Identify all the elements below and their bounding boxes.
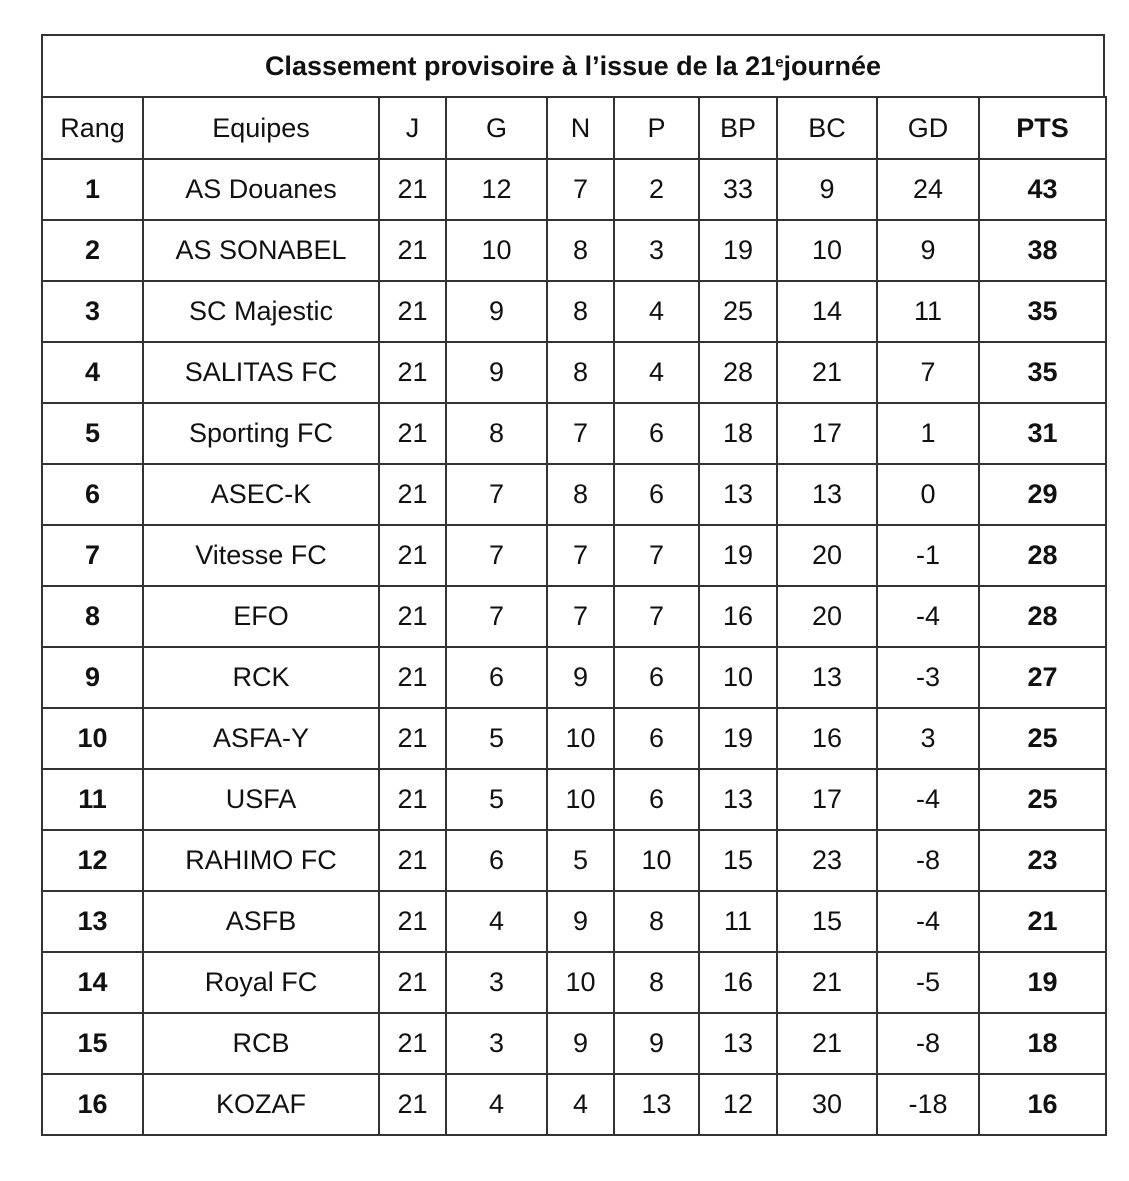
cell-points: 18 — [979, 1013, 1106, 1074]
cell-team: ASFB — [143, 891, 379, 952]
cell-goal-diff: 9 — [877, 220, 979, 281]
cell-won: 4 — [446, 1074, 547, 1135]
table-row — [42, 281, 1106, 342]
cell-goals-against: 16 — [777, 708, 877, 769]
cell-rank: 13 — [42, 891, 143, 952]
cell-goals-for: 28 — [699, 342, 777, 403]
cell-points: 28 — [979, 586, 1106, 647]
cell-goals-for: 33 — [699, 159, 777, 220]
cell-team: EFO — [143, 586, 379, 647]
cell-goals-for: 19 — [699, 708, 777, 769]
cell-lost: 7 — [614, 586, 699, 647]
cell-lost: 13 — [614, 1074, 699, 1135]
cell-rank: 8 — [42, 586, 143, 647]
cell-goal-diff: 1 — [877, 403, 979, 464]
cell-drawn: 8 — [547, 464, 614, 525]
cell-rank: 7 — [42, 525, 143, 586]
cell-drawn: 7 — [547, 586, 614, 647]
cell-points: 19 — [979, 952, 1106, 1013]
cell-goal-diff: -18 — [877, 1074, 979, 1135]
cell-goals-against: 21 — [777, 342, 877, 403]
cell-rank: 10 — [42, 708, 143, 769]
cell-played: 21 — [379, 525, 446, 586]
cell-goals-for: 16 — [699, 586, 777, 647]
table-row — [42, 525, 1106, 586]
cell-points: 25 — [979, 708, 1106, 769]
cell-team: ASFA-Y — [143, 708, 379, 769]
cell-played: 21 — [379, 891, 446, 952]
table-row — [42, 1013, 1106, 1074]
header-j: J — [379, 97, 446, 159]
cell-drawn: 9 — [547, 647, 614, 708]
cell-lost: 6 — [614, 647, 699, 708]
cell-team: RCB — [143, 1013, 379, 1074]
cell-rank: 2 — [42, 220, 143, 281]
table-row — [42, 1074, 1106, 1135]
cell-goals-for: 18 — [699, 403, 777, 464]
cell-lost: 6 — [614, 403, 699, 464]
cell-goals-against: 9 — [777, 159, 877, 220]
table-row — [42, 220, 1106, 281]
cell-goal-diff: 24 — [877, 159, 979, 220]
cell-goals-against: 30 — [777, 1074, 877, 1135]
cell-team: RCK — [143, 647, 379, 708]
header-equipes: Equipes — [143, 97, 379, 159]
cell-team: Vitesse FC — [143, 525, 379, 586]
cell-goals-against: 23 — [777, 830, 877, 891]
cell-played: 21 — [379, 1074, 446, 1135]
cell-played: 21 — [379, 708, 446, 769]
cell-team: AS Douanes — [143, 159, 379, 220]
cell-goal-diff: 0 — [877, 464, 979, 525]
cell-points: 28 — [979, 525, 1106, 586]
cell-goals-for: 10 — [699, 647, 777, 708]
cell-lost: 8 — [614, 952, 699, 1013]
cell-won: 7 — [446, 464, 547, 525]
cell-goals-against: 13 — [777, 647, 877, 708]
cell-points: 43 — [979, 159, 1106, 220]
header-bc: BC — [777, 97, 877, 159]
cell-drawn: 9 — [547, 1013, 614, 1074]
cell-points: 38 — [979, 220, 1106, 281]
cell-points: 23 — [979, 830, 1106, 891]
cell-goal-diff: -3 — [877, 647, 979, 708]
cell-won: 3 — [446, 1013, 547, 1074]
cell-points: 16 — [979, 1074, 1106, 1135]
header-p: P — [614, 97, 699, 159]
cell-goals-against: 10 — [777, 220, 877, 281]
table-row — [42, 403, 1106, 464]
cell-won: 5 — [446, 708, 547, 769]
cell-drawn: 4 — [547, 1074, 614, 1135]
cell-goal-diff: -8 — [877, 1013, 979, 1074]
cell-rank: 4 — [42, 342, 143, 403]
header-pts: PTS — [979, 97, 1106, 159]
cell-points: 25 — [979, 769, 1106, 830]
cell-goals-for: 19 — [699, 220, 777, 281]
cell-drawn: 7 — [547, 159, 614, 220]
cell-rank: 6 — [42, 464, 143, 525]
table-row — [42, 830, 1106, 891]
table-row — [42, 342, 1106, 403]
header-bp: BP — [699, 97, 777, 159]
cell-team: SC Majestic — [143, 281, 379, 342]
header-row — [42, 97, 1106, 159]
cell-won: 7 — [446, 586, 547, 647]
cell-rank: 12 — [42, 830, 143, 891]
cell-goal-diff: 7 — [877, 342, 979, 403]
title-text: Classement provisoire à l’issue de la 21 — [264, 50, 776, 81]
cell-goal-diff: -8 — [877, 830, 979, 891]
table-row — [42, 159, 1106, 220]
header-rang: Rang — [42, 97, 143, 159]
cell-goals-against: 17 — [777, 769, 877, 830]
cell-lost: 4 — [614, 281, 699, 342]
cell-team: SALITAS FC — [143, 342, 379, 403]
cell-goals-for: 13 — [699, 464, 777, 525]
cell-lost: 8 — [614, 891, 699, 952]
cell-lost: 6 — [614, 708, 699, 769]
cell-goals-against: 14 — [777, 281, 877, 342]
cell-goals-against: 15 — [777, 891, 877, 952]
cell-goal-diff: 11 — [877, 281, 979, 342]
cell-won: 8 — [446, 403, 547, 464]
title-suffix: journée — [783, 50, 882, 81]
cell-lost: 7 — [614, 525, 699, 586]
cell-won: 9 — [446, 281, 547, 342]
cell-drawn: 7 — [547, 403, 614, 464]
cell-drawn: 5 — [547, 830, 614, 891]
table-row — [42, 708, 1106, 769]
cell-lost: 6 — [614, 464, 699, 525]
cell-team: AS SONABEL — [143, 220, 379, 281]
cell-played: 21 — [379, 1013, 446, 1074]
cell-points: 31 — [979, 403, 1106, 464]
cell-points: 27 — [979, 647, 1106, 708]
cell-goals-against: 17 — [777, 403, 877, 464]
cell-goals-for: 25 — [699, 281, 777, 342]
cell-points: 35 — [979, 342, 1106, 403]
cell-drawn: 10 — [547, 769, 614, 830]
cell-goals-for: 13 — [699, 1013, 777, 1074]
cell-won: 10 — [446, 220, 547, 281]
cell-won: 7 — [446, 525, 547, 586]
table-title — [41, 34, 1105, 96]
cell-won: 12 — [446, 159, 547, 220]
cell-goal-diff: 3 — [877, 708, 979, 769]
cell-rank: 9 — [42, 647, 143, 708]
cell-played: 21 — [379, 281, 446, 342]
cell-points: 35 — [979, 281, 1106, 342]
cell-played: 21 — [379, 952, 446, 1013]
cell-goal-diff: -4 — [877, 586, 979, 647]
cell-rank: 14 — [42, 952, 143, 1013]
standings-sheet — [41, 34, 1105, 1136]
cell-lost: 4 — [614, 342, 699, 403]
cell-goal-diff: -1 — [877, 525, 979, 586]
table-row — [42, 586, 1106, 647]
cell-goals-for: 16 — [699, 952, 777, 1013]
cell-goals-against: 20 — [777, 525, 877, 586]
cell-played: 21 — [379, 159, 446, 220]
cell-lost: 2 — [614, 159, 699, 220]
cell-team: RAHIMO FC — [143, 830, 379, 891]
cell-won: 3 — [446, 952, 547, 1013]
cell-lost: 10 — [614, 830, 699, 891]
cell-played: 21 — [379, 769, 446, 830]
cell-rank: 16 — [42, 1074, 143, 1135]
cell-drawn: 8 — [547, 342, 614, 403]
cell-goals-for: 15 — [699, 830, 777, 891]
cell-goal-diff: -4 — [877, 769, 979, 830]
cell-won: 5 — [446, 769, 547, 830]
table-row — [42, 952, 1106, 1013]
cell-drawn: 8 — [547, 281, 614, 342]
table-row — [42, 647, 1106, 708]
cell-rank: 1 — [42, 159, 143, 220]
cell-goals-for: 13 — [699, 769, 777, 830]
cell-drawn: 10 — [547, 952, 614, 1013]
cell-played: 21 — [379, 647, 446, 708]
cell-played: 21 — [379, 342, 446, 403]
cell-played: 21 — [379, 403, 446, 464]
cell-rank: 11 — [42, 769, 143, 830]
cell-lost: 9 — [614, 1013, 699, 1074]
cell-rank: 3 — [42, 281, 143, 342]
cell-goals-for: 11 — [699, 891, 777, 952]
cell-lost: 6 — [614, 769, 699, 830]
cell-won: 9 — [446, 342, 547, 403]
cell-team: KOZAF — [143, 1074, 379, 1135]
cell-goal-diff: -5 — [877, 952, 979, 1013]
cell-drawn: 9 — [547, 891, 614, 952]
cell-played: 21 — [379, 830, 446, 891]
cell-goal-diff: -4 — [877, 891, 979, 952]
cell-goals-against: 13 — [777, 464, 877, 525]
table-row — [42, 464, 1106, 525]
cell-team: USFA — [143, 769, 379, 830]
cell-played: 21 — [379, 220, 446, 281]
cell-drawn: 10 — [547, 708, 614, 769]
cell-team: ASEC-K — [143, 464, 379, 525]
cell-goals-for: 12 — [699, 1074, 777, 1135]
cell-team: Royal FC — [143, 952, 379, 1013]
cell-goals-against: 21 — [777, 1013, 877, 1074]
cell-played: 21 — [379, 586, 446, 647]
cell-goals-against: 21 — [777, 952, 877, 1013]
cell-won: 4 — [446, 891, 547, 952]
cell-points: 21 — [979, 891, 1106, 952]
cell-won: 6 — [446, 830, 547, 891]
cell-won: 6 — [446, 647, 547, 708]
cell-lost: 3 — [614, 220, 699, 281]
cell-played: 21 — [379, 464, 446, 525]
cell-goals-against: 20 — [777, 586, 877, 647]
header-gd: GD — [877, 97, 979, 159]
cell-points: 29 — [979, 464, 1106, 525]
header-n: N — [547, 97, 614, 159]
table-body — [42, 159, 1106, 1135]
table-row — [42, 891, 1106, 952]
cell-drawn: 7 — [547, 525, 614, 586]
cell-drawn: 8 — [547, 220, 614, 281]
standings-table — [41, 96, 1107, 1136]
cell-rank: 5 — [42, 403, 143, 464]
cell-team: Sporting FC — [143, 403, 379, 464]
header-g: G — [446, 97, 547, 159]
title-superscript: e — [775, 53, 784, 71]
table-row — [42, 769, 1106, 830]
cell-rank: 15 — [42, 1013, 143, 1074]
cell-goals-for: 19 — [699, 525, 777, 586]
